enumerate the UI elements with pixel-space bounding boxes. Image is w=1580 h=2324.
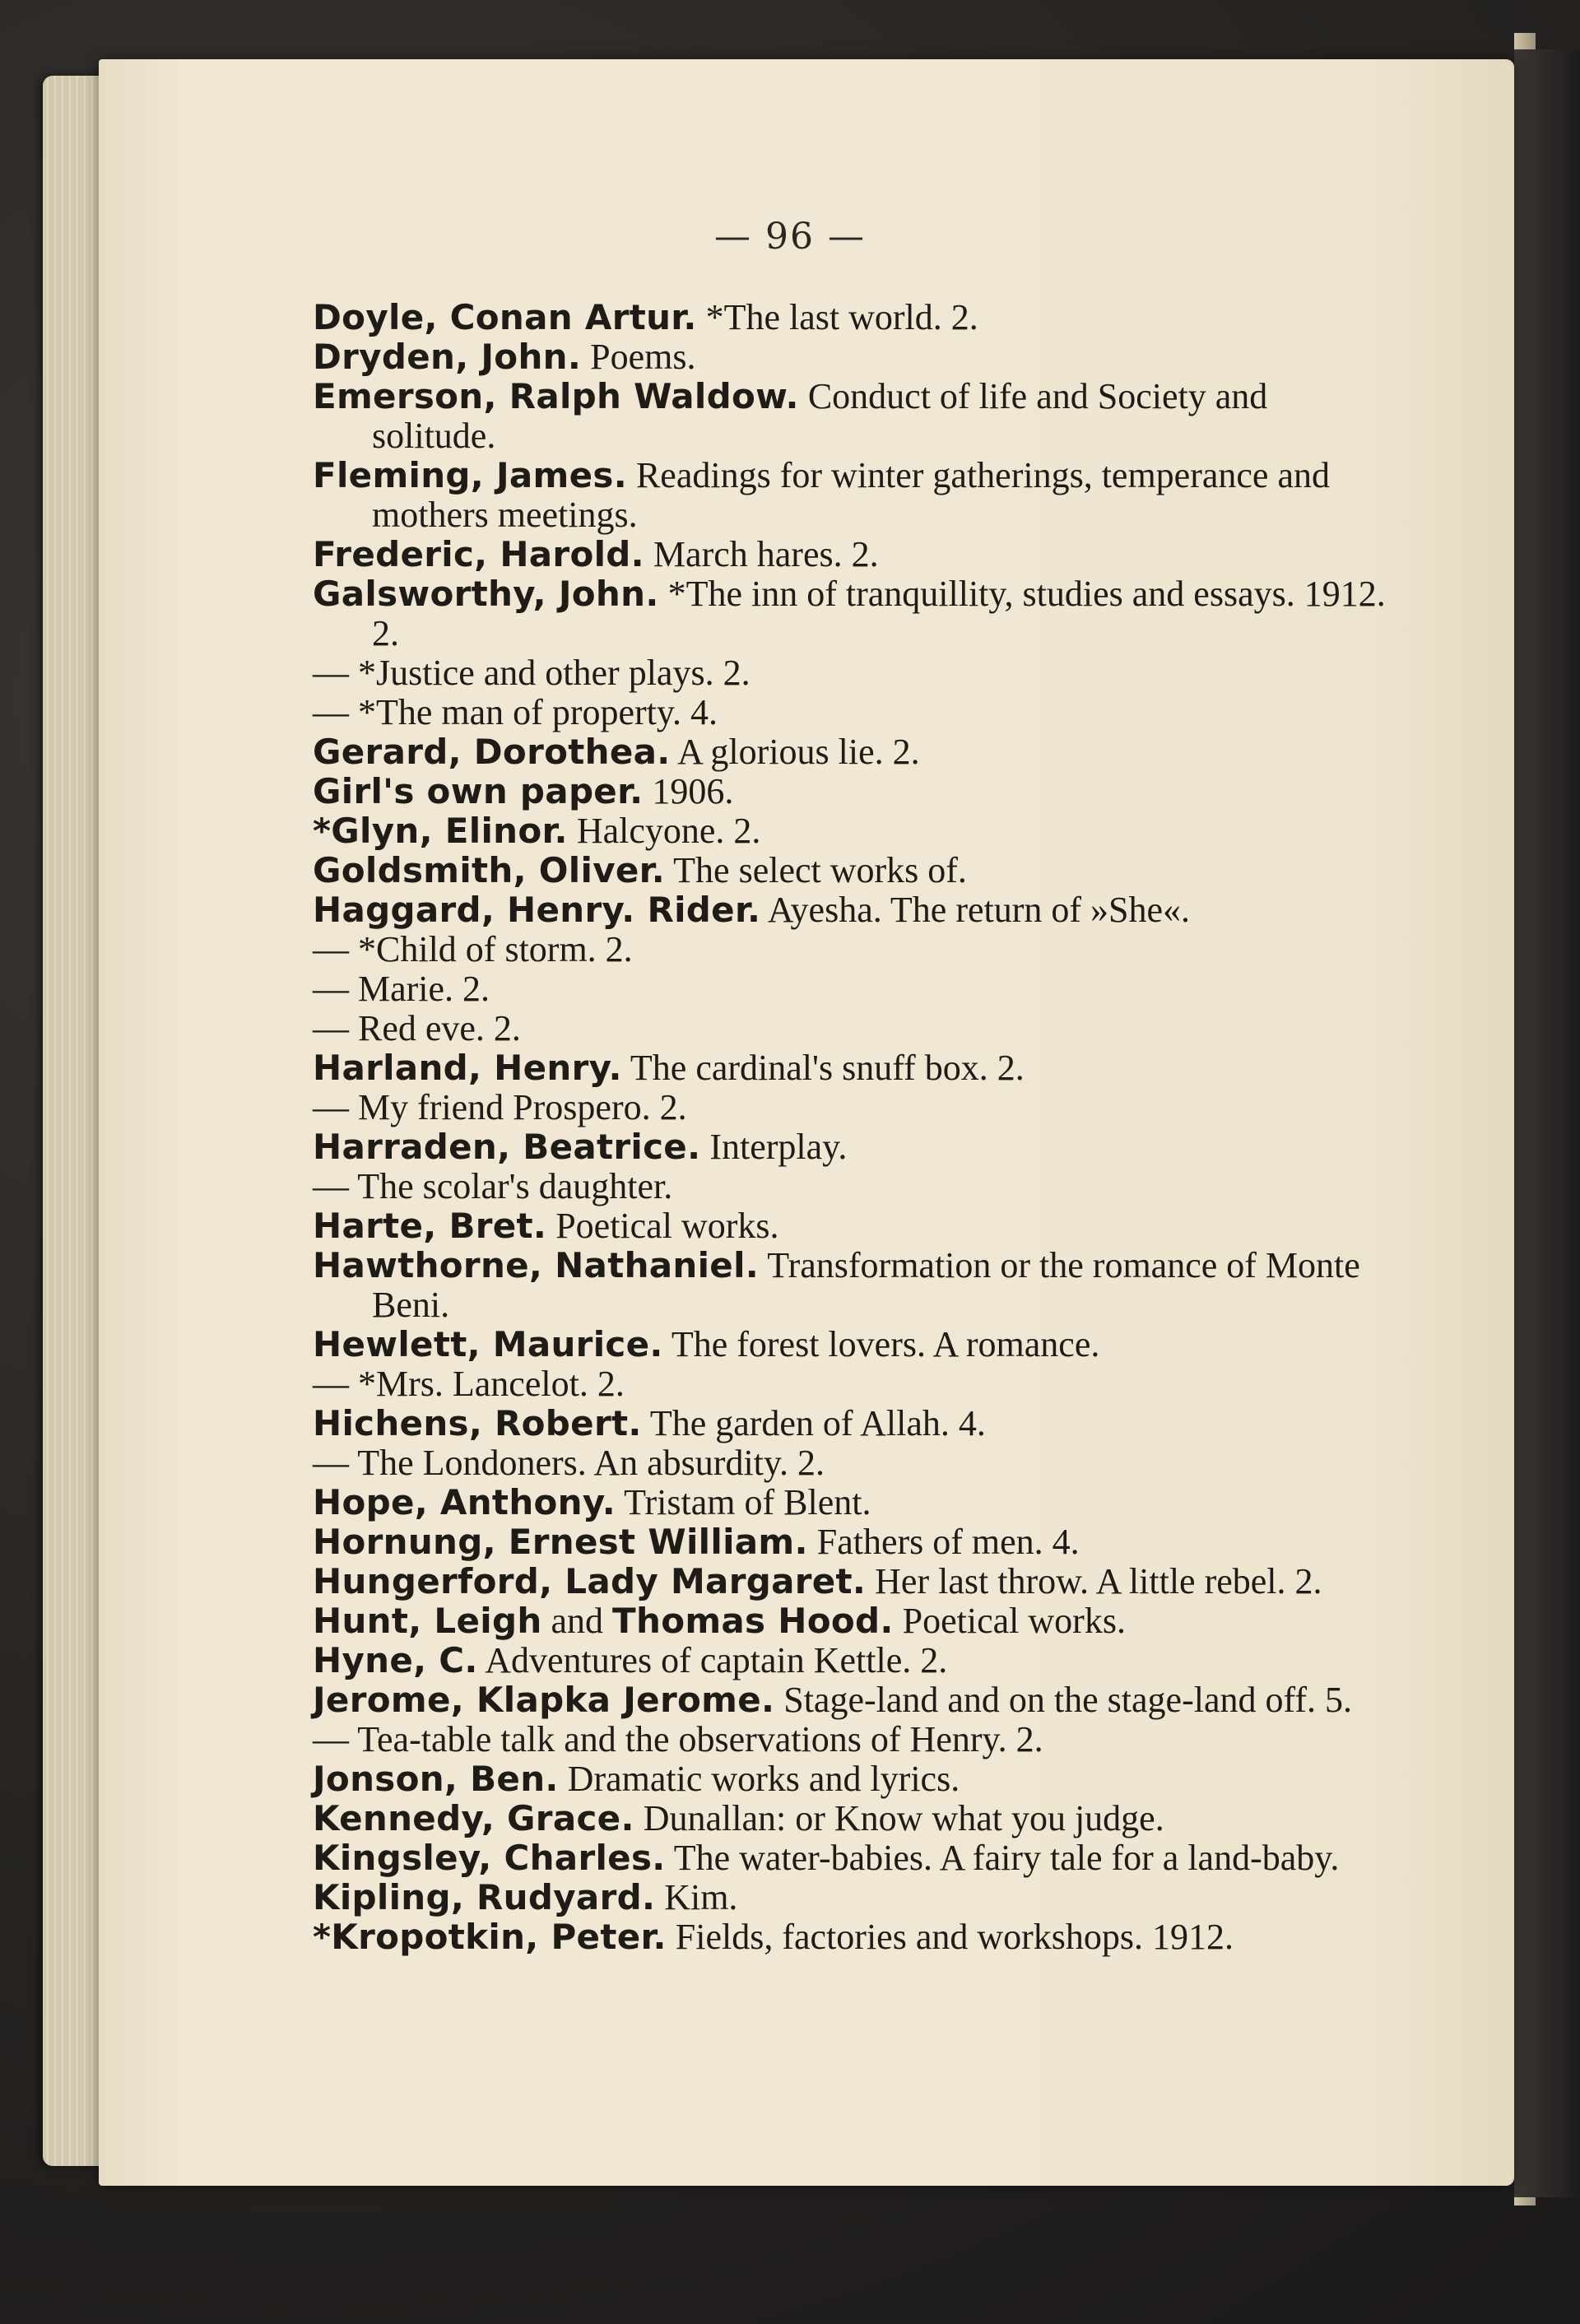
list-item xyxy=(313,969,1391,1009)
list-item xyxy=(313,1404,1391,1443)
entry-title: Her last throw. A little rebel. 2. xyxy=(866,1561,1322,1601)
entry-title: 1906. xyxy=(643,771,734,811)
list-item xyxy=(313,1917,1391,1957)
entry-author: Hewlett, Maurice. xyxy=(313,1324,663,1364)
list-item xyxy=(313,772,1391,811)
entry-title: Tristam of Blent. xyxy=(615,1482,871,1522)
list-item xyxy=(313,1246,1391,1325)
entry-title: Poems. xyxy=(581,337,696,377)
entry-author: Jonson, Ben. xyxy=(313,1759,559,1799)
entry-author: Dryden, John. xyxy=(313,337,582,377)
entry-author: Hope, Anthony. xyxy=(313,1482,616,1522)
entry-author: Kennedy, Grace. xyxy=(313,1798,634,1838)
list-item xyxy=(313,456,1391,535)
entry-author: Frederic, Harold. xyxy=(313,534,644,574)
entry-author: *Glyn, Elinor. xyxy=(313,811,568,851)
list-item xyxy=(313,1838,1391,1878)
entry-title: Poetical works. xyxy=(893,1601,1126,1641)
list-item xyxy=(313,1483,1391,1522)
entry-title: Fields, factories and workshops. 1912. xyxy=(666,1917,1234,1957)
entry-title: — Tea-table talk and the observations of Henry. 2. xyxy=(313,1719,1043,1759)
entry-author: Jerome, Klapka Jerome. xyxy=(313,1680,775,1720)
entry-author: Harte, Bret. xyxy=(313,1206,547,1246)
entry-title: — The Londoners. An absurdity. 2. xyxy=(313,1443,825,1483)
list-item xyxy=(313,298,1391,337)
list-item xyxy=(313,811,1391,851)
list-item xyxy=(313,1641,1391,1680)
entry-title: *The inn of tranquillity, studies and essays. 1912. 2. xyxy=(372,574,1386,653)
entry-title: Dunallan: or Know what you judge. xyxy=(634,1798,1164,1838)
list-item xyxy=(313,1799,1391,1838)
list-item xyxy=(313,1720,1391,1759)
list-item xyxy=(313,851,1391,890)
entry-title: A glorious lie. 2. xyxy=(670,732,920,772)
entry-title: *The last world. 2. xyxy=(696,297,978,337)
entry-title: — The scolar's daughter. xyxy=(313,1166,673,1206)
entry-title: The cardinal's snuff box. 2. xyxy=(621,1048,1025,1088)
entry-author: Galsworthy, John. xyxy=(313,574,659,614)
entry-author: Kingsley, Charles. xyxy=(313,1838,666,1878)
entry-author: Harraden, Beatrice. xyxy=(313,1127,701,1167)
list-item xyxy=(313,890,1391,930)
entry-title: Stage-land and on the stage-land off. 5. xyxy=(774,1680,1352,1720)
list-item xyxy=(313,1443,1391,1483)
list-item xyxy=(313,1878,1391,1917)
entry-author: Hunt, Leigh xyxy=(313,1601,542,1641)
entry-title: — *Mrs. Lancelot. 2. xyxy=(313,1364,625,1404)
list-item xyxy=(313,1127,1391,1167)
list-item xyxy=(313,1759,1391,1799)
list-item xyxy=(313,1601,1391,1641)
entry-author: Hawthorne, Nathaniel. xyxy=(313,1245,760,1285)
entry-title: and xyxy=(541,1601,613,1641)
entry-author: Hornung, Ernest William. xyxy=(313,1522,808,1562)
list-item xyxy=(313,1522,1391,1562)
list-item xyxy=(313,1325,1391,1364)
entry-author: Haggard, Henry. Rider. xyxy=(313,890,761,930)
list-item xyxy=(313,1009,1391,1048)
entry-title: Dramatic works and lyrics. xyxy=(558,1759,960,1799)
entry-author: Fleming, James. xyxy=(313,455,627,495)
entry-title: The forest lovers. A romance. xyxy=(662,1324,1100,1364)
entry-title: Poetical works. xyxy=(546,1206,779,1246)
entry-title: Fathers of men. 4. xyxy=(807,1522,1080,1562)
entry-author-second: Thomas Hood. xyxy=(612,1601,894,1641)
entry-author: Hichens, Robert. xyxy=(313,1403,642,1443)
entry-title: The garden of Allah. 4. xyxy=(641,1403,986,1443)
list-item xyxy=(313,1048,1391,1088)
entry-title: Adventures of captain Kettle. 2. xyxy=(477,1640,948,1680)
list-item xyxy=(313,732,1391,772)
entry-title: Conduct of life and Society and solitude. xyxy=(372,376,1268,456)
entry-title: — Red eve. 2. xyxy=(313,1008,521,1048)
entry-title: — Marie. 2. xyxy=(313,969,490,1009)
entry-title: — *Child of storm. 2. xyxy=(313,929,633,969)
entry-title: Kim. xyxy=(655,1877,738,1917)
list-item xyxy=(313,693,1391,732)
entry-author: Harland, Henry. xyxy=(313,1048,622,1088)
entry-author: Goldsmith, Oliver. xyxy=(313,850,665,890)
entry-author: Kipling, Rudyard. xyxy=(313,1877,656,1917)
entry-title: — *Justice and other plays. 2. xyxy=(313,653,750,693)
list-item xyxy=(313,377,1391,456)
page-number: — 96 — xyxy=(714,216,866,258)
entry-title: — My friend Prospero. 2. xyxy=(313,1087,687,1127)
list-item xyxy=(313,337,1391,377)
entry-title: The water-babies. A fairy tale for a land-baby. xyxy=(665,1838,1340,1878)
binding-spine xyxy=(1514,49,1580,2197)
entry-title: Ayesha. The return of »She«. xyxy=(760,890,1191,930)
entry-author: Hyne, C. xyxy=(313,1640,478,1680)
entry-title: Transformation or the romance of Monte Beni. xyxy=(372,1245,1360,1325)
list-item xyxy=(313,930,1391,969)
list-item xyxy=(313,653,1391,693)
entry-author: Doyle, Conan Artur. xyxy=(313,297,697,337)
list-item xyxy=(313,574,1391,653)
list-item xyxy=(313,1167,1391,1206)
entry-title: — *The man of property. 4. xyxy=(313,692,718,732)
entry-title: Readings for winter gatherings, temperance and mothers meetings. xyxy=(372,455,1330,535)
list-item xyxy=(313,1680,1391,1720)
bibliography-list xyxy=(313,298,1391,1957)
entry-author: Emerson, Ralph Waldow. xyxy=(313,376,799,416)
list-item xyxy=(313,1206,1391,1246)
list-item xyxy=(313,535,1391,574)
list-item xyxy=(313,1364,1391,1404)
entry-title: The select works of. xyxy=(664,850,967,890)
entry-title: Interplay. xyxy=(700,1127,848,1167)
entry-author: *Kropotkin, Peter. xyxy=(313,1917,667,1957)
entry-author: Gerard, Dorothea. xyxy=(313,732,671,772)
entry-title: Halcyone. 2. xyxy=(567,811,761,851)
entry-title: March hares. 2. xyxy=(644,534,879,574)
list-item xyxy=(313,1088,1391,1127)
entry-author: Girl's own paper. xyxy=(313,771,644,811)
entry-author: Hungerford, Lady Margaret. xyxy=(313,1561,867,1601)
list-item xyxy=(313,1562,1391,1601)
